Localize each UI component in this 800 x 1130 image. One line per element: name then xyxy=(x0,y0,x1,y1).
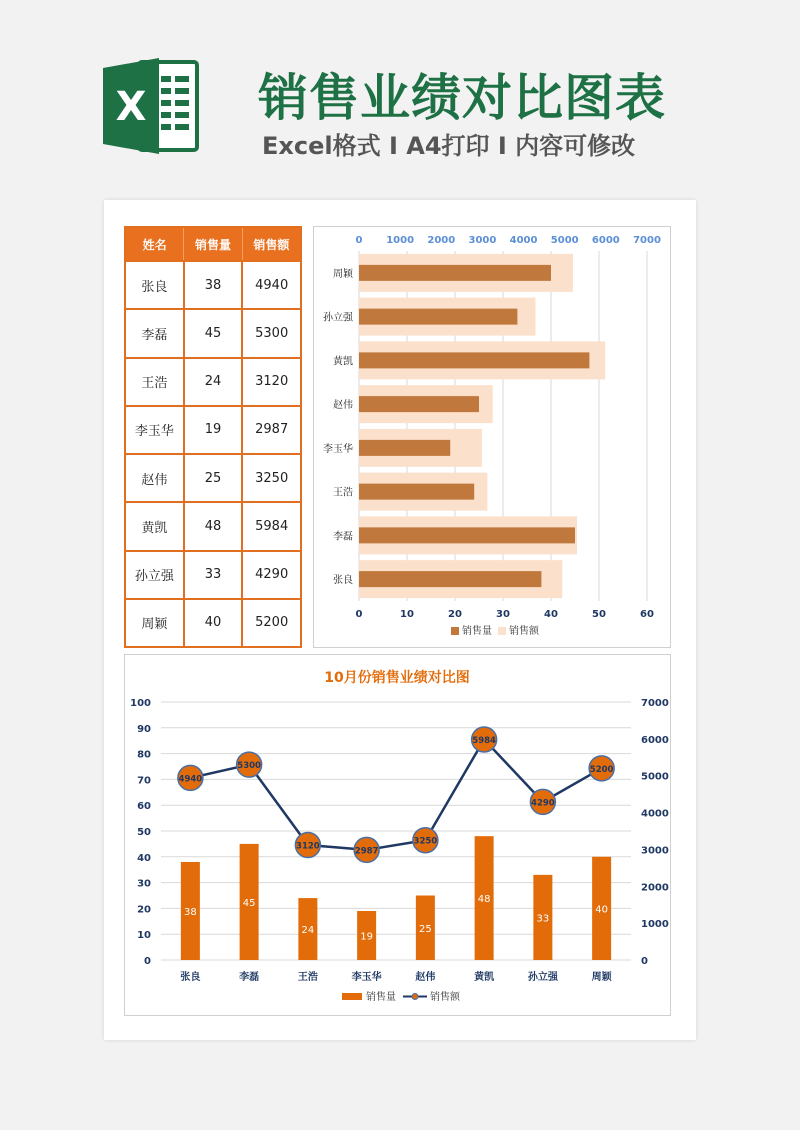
top-tick-label: 1000 xyxy=(386,235,415,246)
x-tick-label: 20 xyxy=(448,609,462,620)
right-tick-label: 2000 xyxy=(641,882,669,894)
table-cell-qty: 40 xyxy=(183,600,242,646)
page-header xyxy=(0,0,800,190)
right-tick-label: 4000 xyxy=(641,808,669,820)
y-tick-label: 王浩 xyxy=(333,487,353,499)
left-tick-label: 0 xyxy=(144,956,151,967)
left-tick-label: 90 xyxy=(137,723,151,735)
sales-table xyxy=(124,226,302,648)
x-tick-label: 李玉华 xyxy=(351,972,382,983)
table-row xyxy=(126,357,300,405)
x-tick-label: 30 xyxy=(496,609,510,620)
top-tick-label: 6000 xyxy=(591,235,620,246)
table-row xyxy=(126,453,300,501)
bar-data-label: 33 xyxy=(536,913,550,925)
x-tick-label: 孙立强 xyxy=(527,972,558,983)
page-title: 销售业绩对比图表 xyxy=(258,69,666,127)
right-tick-label: 5000 xyxy=(641,771,669,783)
bar-qty xyxy=(359,484,474,500)
horizontal-bar-chart-svg xyxy=(314,227,670,647)
table-cell-amount: 5300 xyxy=(241,310,300,356)
table-header-row xyxy=(126,228,300,260)
bar-data-label: 24 xyxy=(301,925,315,937)
table-cell-name: 李磊 xyxy=(141,327,168,343)
left-tick-label: 50 xyxy=(137,827,151,838)
line-data-label: 3120 xyxy=(296,841,320,852)
logo-letter: X xyxy=(115,84,147,130)
table-cell-name: 张良 xyxy=(141,279,168,295)
y-tick-label: 张良 xyxy=(333,575,353,587)
table-row xyxy=(126,405,300,453)
right-tick-label: 6000 xyxy=(641,734,669,746)
legend-swatch-qty xyxy=(451,627,459,635)
table-cell-name: 赵伟 xyxy=(141,472,168,488)
left-tick-label: 80 xyxy=(137,749,151,761)
bar-qty xyxy=(359,265,551,281)
table-cell-amount: 5200 xyxy=(241,600,300,646)
legend-swatch-amount-marker xyxy=(412,994,418,1000)
y-tick-label: 李玉华 xyxy=(323,443,353,455)
table-cell-amount: 2987 xyxy=(241,407,300,453)
left-tick-label: 70 xyxy=(137,775,151,787)
y-tick-label: 李磊 xyxy=(333,531,353,543)
y-tick-label: 黄凯 xyxy=(333,356,353,368)
table-cell-amount: 5984 xyxy=(241,503,300,549)
top-tick-label: 4000 xyxy=(509,235,538,246)
x-tick-label: 40 xyxy=(544,609,558,620)
x-tick-label: 60 xyxy=(640,609,654,620)
top-tick-label: 5000 xyxy=(550,235,579,246)
bar-data-label: 48 xyxy=(477,894,491,906)
top-tick-label: 0 xyxy=(355,235,363,246)
table-cell-amount: 3120 xyxy=(241,359,300,405)
legend-swatch-amount xyxy=(498,627,506,635)
top-tick-label: 3000 xyxy=(468,235,497,246)
left-tick-label: 100 xyxy=(130,698,151,709)
x-tick-label: 周颖 xyxy=(591,972,612,983)
bar-qty xyxy=(359,309,517,325)
combo-chart-svg xyxy=(125,655,670,1015)
left-tick-label: 40 xyxy=(137,852,151,864)
right-tick-label: 3000 xyxy=(641,845,669,857)
table-cell-qty: 25 xyxy=(183,455,242,501)
line-data-label: 2987 xyxy=(354,846,379,857)
line-data-label: 5984 xyxy=(472,735,496,746)
bar-data-label: 19 xyxy=(360,931,373,943)
bar-data-label: 40 xyxy=(595,904,608,916)
chart-title: 10月份销售业绩对比图 xyxy=(324,670,470,686)
bar-data-label: 38 xyxy=(184,906,197,918)
right-tick-label: 0 xyxy=(641,956,648,967)
x-tick-label: 张良 xyxy=(180,972,201,983)
table-cell-amount: 4940 xyxy=(241,262,300,308)
bar-qty xyxy=(359,527,575,543)
table-row xyxy=(126,260,300,308)
line-data-label: 5200 xyxy=(589,764,614,775)
table-cell-name: 王浩 xyxy=(141,376,168,392)
table-cell-qty: 19 xyxy=(183,407,242,453)
legend-swatch-qty xyxy=(342,993,362,1000)
horizontal-bar-chart xyxy=(313,226,671,648)
table-cell-qty: 48 xyxy=(183,503,242,549)
table-cell-name: 孙立强 xyxy=(134,569,174,585)
bar-data-label: 45 xyxy=(242,897,256,909)
left-tick-label: 20 xyxy=(137,904,151,916)
line-data-label: 5300 xyxy=(237,761,261,772)
top-tick-label: 2000 xyxy=(427,235,456,246)
x-tick-label: 0 xyxy=(355,609,363,620)
table-header-cell: 销售量 xyxy=(183,228,241,260)
table-cell-name: 周颖 xyxy=(141,617,168,633)
table-cell-amount: 4290 xyxy=(241,552,300,598)
top-tick-label: 7000 xyxy=(633,235,661,246)
table-cell-name: 黄凯 xyxy=(141,520,168,536)
right-tick-label: 7000 xyxy=(641,698,669,709)
legend-label-amount: 销售额 xyxy=(509,626,539,637)
x-tick-label: 50 xyxy=(592,609,606,620)
table-row xyxy=(126,308,300,356)
y-tick-label: 孙立强 xyxy=(323,312,353,324)
table-cell-qty: 33 xyxy=(183,552,242,598)
table-cell-amount: 3250 xyxy=(241,455,300,501)
table-header-cell: 销售额 xyxy=(242,228,300,260)
line-data-label: 4940 xyxy=(178,774,203,785)
right-tick-label: 1000 xyxy=(641,919,669,931)
legend-label-qty: 销售量 xyxy=(462,626,492,637)
bar-qty xyxy=(359,571,541,587)
table-header-cell: 姓名 xyxy=(142,237,167,252)
bar-data-label: 25 xyxy=(419,923,432,935)
table-cell-qty: 24 xyxy=(183,359,242,405)
excel-logo-icon xyxy=(103,58,201,154)
x-tick-label: 10 xyxy=(400,609,414,620)
x-tick-label: 王浩 xyxy=(297,972,318,983)
legend-label-qty: 销售量 xyxy=(366,992,396,1003)
legend-label-amount: 销售额 xyxy=(430,992,460,1003)
x-tick-label: 黄凯 xyxy=(474,972,495,983)
line-data-label: 4290 xyxy=(531,798,555,809)
left-tick-label: 30 xyxy=(137,878,151,890)
table-cell-qty: 38 xyxy=(183,262,242,308)
line-data-label: 3250 xyxy=(413,836,438,847)
table-row xyxy=(126,550,300,598)
x-tick-label: 赵伟 xyxy=(415,972,436,983)
bar-qty xyxy=(359,352,589,368)
page-subtitle: Excel格式 Ⅰ A4打印 Ⅰ 内容可修改 xyxy=(262,132,636,160)
table-cell-name: 李玉华 xyxy=(134,424,174,440)
table-row xyxy=(126,501,300,549)
left-tick-label: 60 xyxy=(137,801,151,813)
y-tick-label: 周颖 xyxy=(333,268,353,280)
y-tick-label: 赵伟 xyxy=(333,400,353,412)
combo-chart xyxy=(124,654,671,1016)
x-tick-label: 李磊 xyxy=(239,972,260,983)
table-cell-qty: 45 xyxy=(183,310,242,356)
table-row xyxy=(126,598,300,646)
bar-qty xyxy=(359,440,450,456)
bar-qty xyxy=(359,396,479,412)
left-tick-label: 10 xyxy=(137,930,151,942)
